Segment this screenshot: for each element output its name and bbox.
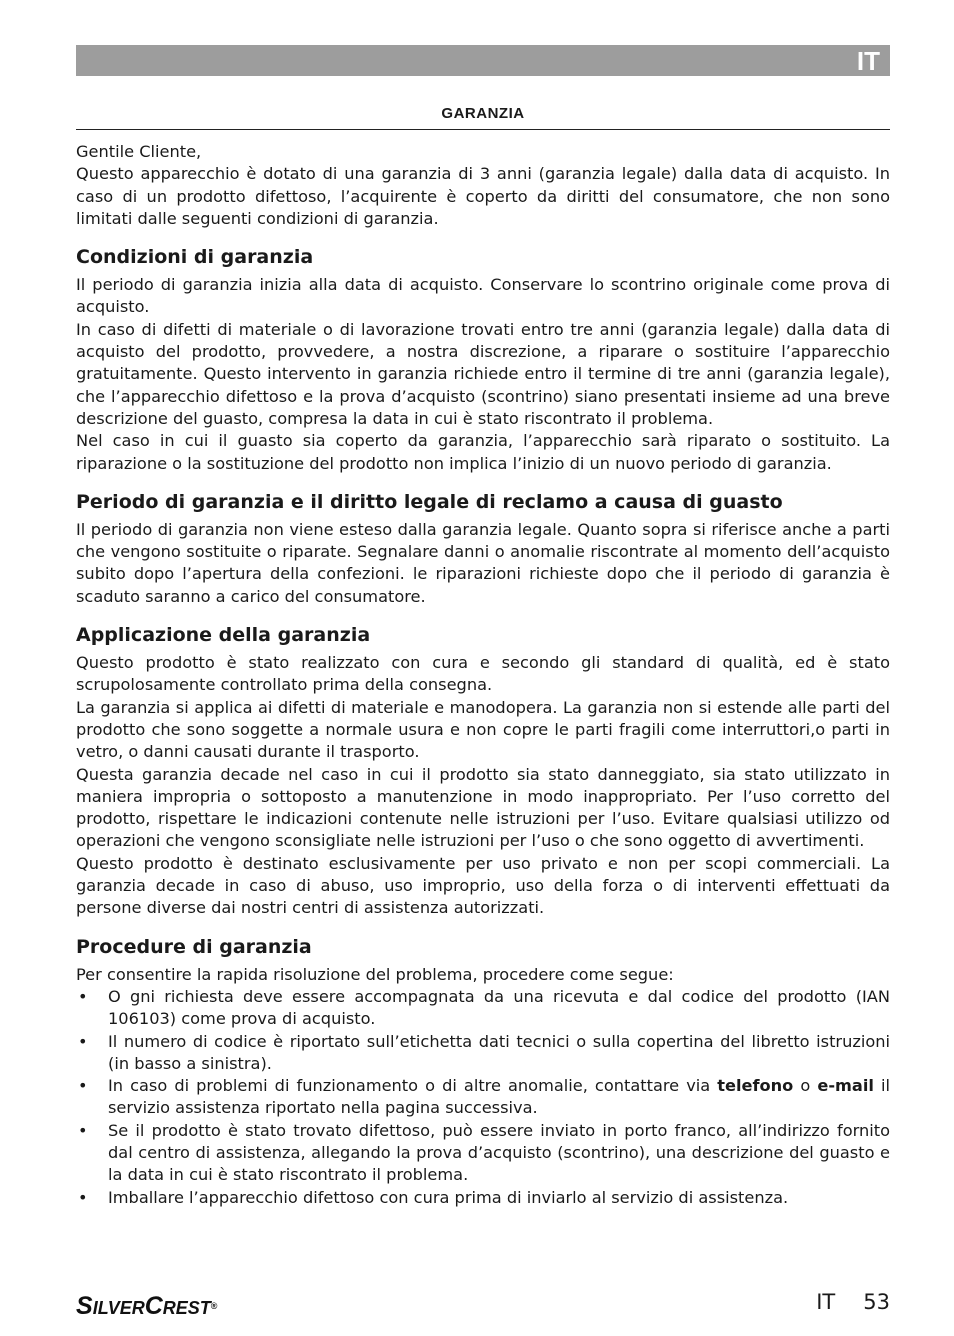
bullet-icon: • [78, 1187, 88, 1207]
bullet-icon: • [78, 1076, 88, 1096]
phone-keyword: telefono [717, 1076, 794, 1096]
procedures-intro: Per consentire la rapida risoluzione del problema, procedere come segue: [76, 964, 674, 984]
bullet-icon: • [78, 1031, 88, 1051]
paragraph: Il periodo di garanzia non viene esteso dalla garanzia legale. Quanto sopra si riferisce anche a parti che vengono sostituite o riparate. Segnalare danni o anomalie riscontrate al momento dell’acquisto subito dopo l’apertura della confezioni. le riparazioni richieste dopo che il periodo di garanzia è scaduto saranno a carico del consumatore. [76, 519, 890, 606]
paragraph: Questo prodotto è stato realizzato con cura e secondo gli standard di qualità, ed è stato scrupolosamente controllato prima della consegna. [76, 653, 890, 695]
heading-period: Periodo di garanzia e il diritto legale di reclamo a causa di guasto [76, 490, 783, 513]
list-item-text: Imballare l’apparecchio difettoso con cura prima di inviarlo al servizio di assistenza. [108, 1187, 789, 1207]
list-item [76, 1075, 890, 1120]
language-header-bar [76, 45, 890, 76]
footer-language: IT [816, 1290, 836, 1314]
list-item-text: il servizio assistenza riportato nella pagina successiva. [108, 1076, 890, 1118]
paragraph: Questa garanzia decade nel caso in cui il prodotto sia stato danneggiato, sia stato utilizzato in maniera impropria o sottoposto a manutenzione in modo inappropriato. Per l’uso corretto del prodotto, rispettare le indicazioni contenute nelle istruzioni per l’uso. Evitare qualsiasi utilizzo od operazioni che vengono sconsigliate nelle istruzioni per l’uso o che sono oggetto di avvertimenti. [76, 764, 890, 851]
paragraph: Nel caso in cui il guasto sia coperto da garanzia, l’apparecchio sarà riparato o sostituito. La riparazione o la sostituzione del prodotto non implica l’inizio di un nuovo periodo di garanzia. [76, 431, 890, 473]
heading-procedures: Procedure di garanzia [76, 935, 312, 958]
heading-application: Applicazione della garanzia [76, 624, 371, 647]
list-item-text: o [793, 1076, 818, 1096]
bullet-icon: • [78, 1120, 88, 1140]
section-title: GARANZIA [441, 105, 525, 122]
list-item-text: O gni richiesta deve essere accompagnata da una ricevuta e dal codice del prodotto (IAN 106103) come prova di acquisto. [108, 986, 890, 1029]
paragraph: La garanzia si applica ai difetti di materiale e manodopera. La garanzia non si estende alle parti del prodotto che sono soggette a normale usura e non copre le parti fragili come interruttori,o parti in vetro, o danni causati durante il trasporto. [76, 697, 890, 762]
title-divider [76, 129, 890, 130]
list-item-text: In caso di problemi di funzionamento o di altre anomalie, contattare via [108, 1076, 718, 1096]
page-number: 53 [863, 1290, 890, 1314]
heading-conditions: Condizioni di garanzia [76, 246, 314, 269]
list-item-text: Se il prodotto è stato trovato difettoso, può essere inviato in porto franco, all’indirizzo fornito dal centro di assistenza, allegando la prova d’acquisto (scontrino), una descrizione del guasto e la data in cui è stato riscontrato il problema. [108, 1120, 890, 1185]
list-item [76, 1031, 890, 1076]
list-item-text: Il numero di codice è riportato sull’etichetta dati tecnici o sulla copertina del libretto istruzioni (in basso a sinistra). [108, 1031, 890, 1073]
paragraph: In caso di difetti di materiale o di lavorazione trovati entro tre anni (garanzia legale) dalla data di acquisto del prodotto, provvedere, a nostra discrezione, a riparare o sostituire l’apparecchio gratuitamente. Questo intervento in garanzia richiede entro il termine di tre anni (garanzia legale), che l’apparecchio difettoso e la prova d’acquisto (scontrino) siano presentati insieme ad una breve descrizione del guasto, compresa la data in cui è stato riscontrato il problema. [76, 319, 890, 428]
list-item [76, 1120, 890, 1187]
intro-paragraph: Questo apparecchio è dotato di una garanzia di 3 anni (garanzia legale) dalla data di acquisto. In caso di un prodotto difettoso, l’acquirente è coperto da diritti del consumatore, che non sono limitati dalle seguenti condizioni di garanzia. [76, 164, 890, 228]
list-item [76, 986, 890, 1031]
list-item [76, 1187, 890, 1209]
bullet-icon: • [78, 986, 88, 1006]
procedures-list [76, 986, 890, 1209]
email-keyword: e-mail [817, 1076, 874, 1096]
paragraph: Il periodo di garanzia inizia alla data di acquisto. Conservare lo scontrino originale come prova di acquisto. [76, 275, 890, 317]
paragraph: Questo prodotto è destinato esclusivamente per uso privato e non per scopi commerciali. La garanzia decade in caso di abuso, uso improprio, uso della forza o di interventi effettuati da persone diverse dai nostri centri di assistenza autorizzati. [76, 853, 890, 918]
greeting: Gentile Cliente, [76, 142, 202, 161]
page-footer [816, 1289, 890, 1315]
language-code: IT [856, 46, 880, 76]
silvercrest-logo: SILVERCREST® [76, 1292, 218, 1320]
document-body [76, 141, 890, 1209]
